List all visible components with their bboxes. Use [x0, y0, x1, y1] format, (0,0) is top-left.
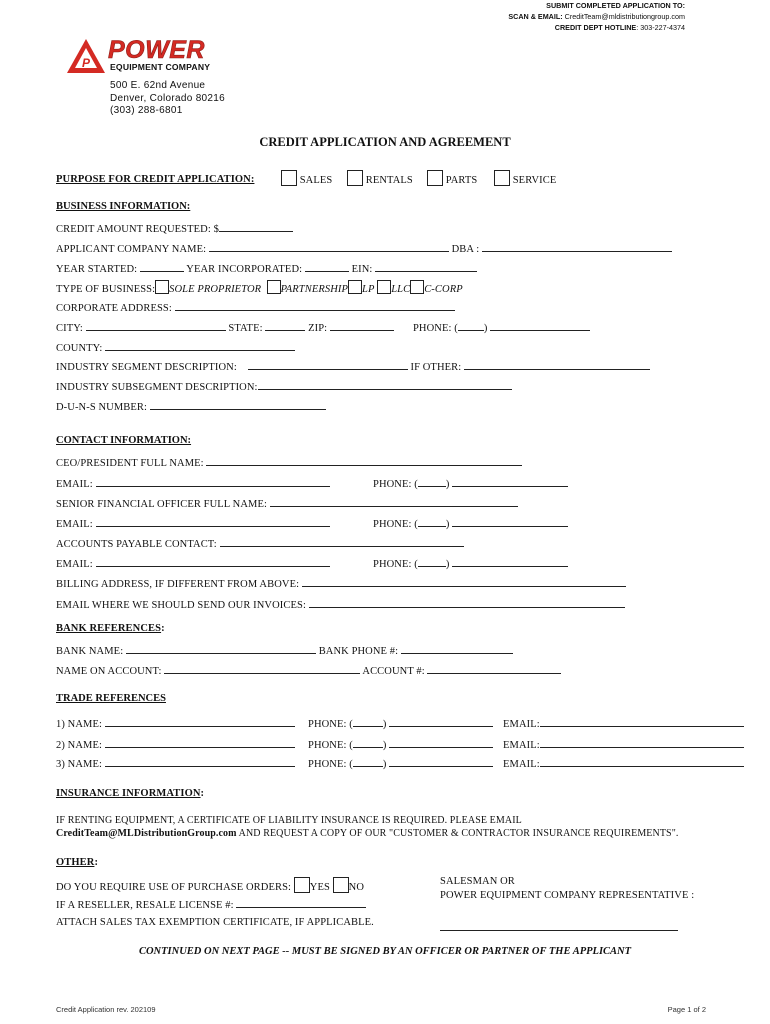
bank-heading: BANK REFERENCES: [56, 623, 162, 634]
sfo-phone-field[interactable]: [452, 516, 568, 527]
bank-phone-label: BANK PHONE #:: [318, 646, 399, 657]
ap-field[interactable]: [220, 536, 464, 547]
trade-email: [503, 756, 744, 770]
bank-name-field[interactable]: [126, 643, 316, 654]
account-number-label: ACCOUNT #:: [362, 666, 425, 677]
sfo-email-field[interactable]: [96, 516, 330, 527]
ap-phone-field[interactable]: [452, 556, 568, 567]
scan-email: CreditTeam@mldistributiongroup.com: [564, 12, 685, 21]
account-number-field[interactable]: [427, 663, 561, 674]
dba-field[interactable]: [482, 241, 672, 252]
lp-checkbox[interactable]: [348, 280, 362, 294]
purpose-label: PURPOSE FOR CREDIT APPLICATION:: [56, 174, 255, 185]
ceo-email-field[interactable]: [96, 476, 330, 487]
sfo-row: [56, 496, 518, 510]
sales-checkbox[interactable]: [281, 170, 297, 186]
salesman-label-1: SALESMAN OR: [440, 876, 515, 887]
po-no-checkbox[interactable]: [333, 877, 349, 893]
business-type-row: [56, 280, 463, 295]
county-field[interactable]: [105, 340, 295, 351]
scan-label: SCAN & EMAIL:: [508, 12, 563, 21]
year-incorporated-label: YEAR INCORPORATED:: [186, 264, 303, 275]
trade-phone: PHONE: ( ): [308, 716, 493, 730]
footer-page-number: Page 1 of 2: [667, 1005, 706, 1014]
ein-label: EIN:: [351, 264, 373, 275]
trade-phone-field[interactable]: [389, 756, 493, 767]
po-no-label: NO: [348, 882, 365, 893]
lp-label: LP: [362, 284, 375, 295]
insurance-email: CreditTeam@MLDistributionGroup.com: [56, 828, 237, 839]
account-row: [56, 663, 561, 677]
sfo-label: SENIOR FINANCIAL OFFICER FULL NAME:: [56, 499, 267, 510]
credit-amount-label: CREDIT AMOUNT REQUESTED: $: [56, 224, 219, 235]
credit-amount-field[interactable]: [219, 221, 293, 232]
trade-name-label: 2) NAME:: [56, 740, 103, 751]
account-name-label: NAME ON ACCOUNT:: [56, 666, 162, 677]
svg-text:P: P: [81, 56, 91, 70]
trade-row: [56, 737, 295, 751]
industry-segment-label: INDUSTRY SEGMENT DESCRIPTION:: [56, 362, 237, 373]
phone-label: PHONE: (: [412, 323, 458, 334]
partnership-label: PARTNERSHIP: [280, 284, 349, 295]
email-label: EMAIL:: [503, 719, 540, 730]
email-label: EMAIL:: [503, 740, 540, 751]
email-label: EMAIL:: [503, 759, 540, 770]
dba-label: DBA :: [451, 244, 480, 255]
billing-row: [56, 576, 626, 590]
trade-name-label: 1) NAME:: [56, 719, 103, 730]
year-incorporated-field[interactable]: [305, 261, 349, 272]
trade-name-label: 3) NAME:: [56, 759, 103, 770]
phone-area-field[interactable]: [458, 320, 484, 331]
llc-label: LLC: [391, 284, 411, 295]
zip-label: ZIP:: [308, 323, 328, 334]
parts-checkbox[interactable]: [427, 170, 443, 186]
corporate-address-row: [56, 300, 455, 314]
invoice-email-field[interactable]: [309, 597, 625, 608]
ceo-phone-field[interactable]: [452, 476, 568, 487]
phone-label: PHONE: (: [373, 519, 418, 530]
trade-email: [503, 737, 744, 751]
trade-email: [503, 716, 744, 730]
company-name-label: APPLICANT COMPANY NAME:: [56, 244, 207, 255]
salesman-label-2: POWER EQUIPMENT COMPANY REPRESENTATIVE :: [440, 890, 695, 901]
city-row: CITY: STATE: ZIP: PHONE: ( ): [56, 320, 590, 334]
ceo-email-row: [56, 476, 330, 490]
trade-email-field[interactable]: [540, 737, 744, 748]
purpose-rentals[interactable]: [347, 170, 413, 186]
trade-row: [56, 716, 295, 730]
year-row: [56, 261, 477, 275]
other-heading-row: [56, 857, 98, 868]
logo-equipment-company: EQUIPMENT COMPANY: [110, 62, 211, 72]
submit-title: SUBMIT COMPLETED APPLICATION TO:: [546, 1, 685, 10]
c-corp-checkbox[interactable]: [410, 280, 424, 294]
company-address: [110, 80, 225, 118]
service-label: SERVICE: [512, 175, 557, 186]
rentals-label: RENTALS: [365, 175, 413, 186]
salesman-field[interactable]: [440, 930, 678, 931]
ap-phone-row: PHONE: ( ): [373, 556, 568, 570]
ap-email-row: [56, 556, 330, 570]
trade-phone: PHONE: ( ): [308, 756, 493, 770]
bank-name-label: BANK NAME:: [56, 646, 124, 657]
address-line: 500 E. 62nd Avenue: [110, 80, 206, 91]
if-other-label: IF OTHER:: [410, 362, 462, 373]
city-label: CITY:: [56, 323, 83, 334]
company-name-row: [56, 241, 672, 255]
insurance-heading: INSURANCE INFORMATION: [56, 788, 201, 799]
trade-heading: TRADE REFERENCES: [56, 693, 166, 704]
credit-amount-row: [56, 221, 293, 235]
phone-label: PHONE: (: [373, 479, 418, 490]
po-row: [56, 877, 364, 893]
industry-segment-row: [56, 359, 650, 373]
billing-field[interactable]: [302, 576, 626, 587]
contact-heading: CONTACT INFORMATION:: [56, 435, 192, 446]
page-title: CREDIT APPLICATION AND AGREEMENT: [259, 135, 511, 149]
bank-heading-row: [56, 623, 165, 634]
hotline-label: CREDIT DEPT HOTLINE: [554, 23, 637, 32]
sole-proprietor-checkbox[interactable]: [155, 280, 169, 294]
trade-name-field[interactable]: [105, 716, 295, 727]
attach-note: ATTACH SALES TAX EXEMPTION CERTIFICATE, IF APPLICABLE.: [56, 917, 374, 928]
service-checkbox[interactable]: [494, 170, 510, 186]
phone-label: PHONE: (: [308, 740, 353, 751]
ap-phone-area-field[interactable]: [418, 556, 446, 567]
ceo-phone-area-field[interactable]: [418, 476, 446, 487]
phone-label: PHONE: (: [308, 719, 353, 730]
po-yes-checkbox[interactable]: [294, 877, 310, 893]
sfo-phone-row: PHONE: ( ): [373, 516, 568, 530]
purpose-parts[interactable]: [427, 170, 477, 186]
logo-power: POWER: [108, 36, 205, 64]
sfo-email-row: [56, 516, 330, 530]
logo-triangle-icon: [66, 38, 106, 74]
purpose-sales[interactable]: [281, 170, 332, 186]
submit-info: [508, 0, 685, 33]
industry-segment-field[interactable]: [248, 359, 408, 370]
county-row: [56, 340, 295, 354]
trade-row: [56, 756, 295, 770]
company-logo: [66, 38, 236, 74]
ap-label: ACCOUNTS PAYABLE CONTACT:: [56, 539, 217, 550]
resale-row: [56, 897, 366, 911]
resale-label: IF A RESELLER, RESALE LICENSE #:: [56, 900, 234, 911]
ceo-phone-row: PHONE: ( ): [373, 476, 568, 490]
state-field[interactable]: [265, 320, 305, 331]
parts-label: PARTS: [445, 175, 478, 186]
po-yes-label: YES: [309, 882, 330, 893]
invoice-email-row: [56, 597, 625, 611]
trade-name-field[interactable]: [105, 737, 295, 748]
industry-subsegment-field[interactable]: [258, 379, 512, 390]
trade-name-field[interactable]: [105, 756, 295, 767]
corporate-address-field[interactable]: [175, 300, 455, 311]
ceo-row: [56, 455, 522, 469]
rentals-checkbox[interactable]: [347, 170, 363, 186]
bank-phone-field[interactable]: [401, 643, 513, 654]
resale-field[interactable]: [236, 897, 366, 908]
insurance-request: AND REQUEST A COPY OF OUR "CUSTOMER & CONTRACTOR INSURANCE REQUIREMENTS".: [236, 828, 679, 839]
email-label: EMAIL:: [56, 519, 93, 530]
insurance-heading-row: [56, 788, 204, 799]
company-name-field[interactable]: [209, 241, 449, 252]
phone-label: PHONE: (: [373, 559, 418, 570]
business-type-label: TYPE OF BUSINESS:: [56, 284, 156, 295]
county-label: COUNTY:: [56, 343, 103, 354]
business-heading: BUSINESS INFORMATION:: [56, 201, 191, 212]
llc-checkbox[interactable]: [377, 280, 391, 294]
industry-subsegment-row: [56, 379, 512, 393]
email-label: EMAIL:: [56, 559, 93, 570]
address-line: Denver, Colorado 80216: [110, 92, 226, 104]
if-other-field[interactable]: [464, 359, 650, 370]
trade-phone: PHONE: ( ): [308, 737, 493, 751]
ap-email-field[interactable]: [96, 556, 330, 567]
ceo-field[interactable]: [206, 455, 522, 466]
state-label: STATE:: [228, 323, 263, 334]
ein-field[interactable]: [375, 261, 477, 272]
other-heading: OTHER: [56, 857, 95, 868]
billing-label: BILLING ADDRESS, IF DIFFERENT FROM ABOVE:: [56, 579, 300, 590]
address-line: (303) 288-6801: [110, 105, 183, 116]
duns-label: D-U-N-S NUMBER:: [56, 402, 148, 413]
footer-revision: Credit Application rev. 202109: [56, 1005, 156, 1014]
industry-subsegment-label: INDUSTRY SUBSEGMENT DESCRIPTION:: [56, 382, 258, 393]
trade-phone-area-field[interactable]: [353, 756, 383, 767]
city-field[interactable]: [86, 320, 226, 331]
year-started-field[interactable]: [140, 261, 184, 272]
duns-field[interactable]: [150, 399, 326, 410]
insurance-text-2: [56, 828, 679, 839]
partnership-checkbox[interactable]: [267, 280, 281, 294]
continued-note: CONTINUED ON NEXT PAGE -- MUST BE SIGNED BY AN OFFICER OR PARTNER OF THE APPLICANT: [138, 946, 632, 957]
trade-email-field[interactable]: [540, 756, 744, 767]
duns-row: [56, 399, 326, 413]
sfo-field[interactable]: [270, 496, 518, 507]
c-corp-label: C-CORP: [424, 284, 463, 295]
hotline-number: : 303-227-4374: [636, 23, 685, 32]
sfo-phone-area-field[interactable]: [418, 516, 446, 527]
sole-proprietor-label: SOLE PROPRIETOR: [169, 284, 262, 295]
trade-email-field[interactable]: [540, 716, 744, 727]
sales-label: SALES: [299, 175, 333, 186]
trade-phone-field[interactable]: [389, 716, 493, 727]
other-heading-colon: :: [94, 857, 99, 868]
po-question-label: DO YOU REQUIRE USE OF PURCHASE ORDERS:: [56, 882, 292, 893]
zip-field[interactable]: [330, 320, 394, 331]
phone-label: PHONE: (: [308, 759, 353, 770]
email-label: EMAIL:: [56, 479, 93, 490]
year-started-label: YEAR STARTED:: [56, 264, 138, 275]
trade-phone-area-field[interactable]: [353, 737, 383, 748]
ceo-label: CEO/PRESIDENT FULL NAME:: [56, 458, 204, 469]
insurance-text-1: IF RENTING EQUIPMENT, A CERTIFICATE OF LIABILITY INSURANCE IS REQUIRED. PLEASE EMAIL: [56, 815, 522, 826]
phone-field[interactable]: [490, 320, 590, 331]
trade-phone-field[interactable]: [389, 737, 493, 748]
trade-phone-area-field[interactable]: [353, 716, 383, 727]
purpose-service[interactable]: [494, 170, 556, 186]
account-name-field[interactable]: [164, 663, 360, 674]
insurance-heading-colon: :: [200, 788, 205, 799]
purpose-row: [56, 174, 254, 185]
bank-heading-colon: :: [161, 623, 165, 634]
corporate-address-label: CORPORATE ADDRESS:: [56, 303, 172, 314]
bank-name-row: [56, 643, 513, 657]
invoice-email-label: EMAIL WHERE WE SHOULD SEND OUR INVOICES:: [56, 600, 306, 611]
ap-row: [56, 536, 464, 550]
